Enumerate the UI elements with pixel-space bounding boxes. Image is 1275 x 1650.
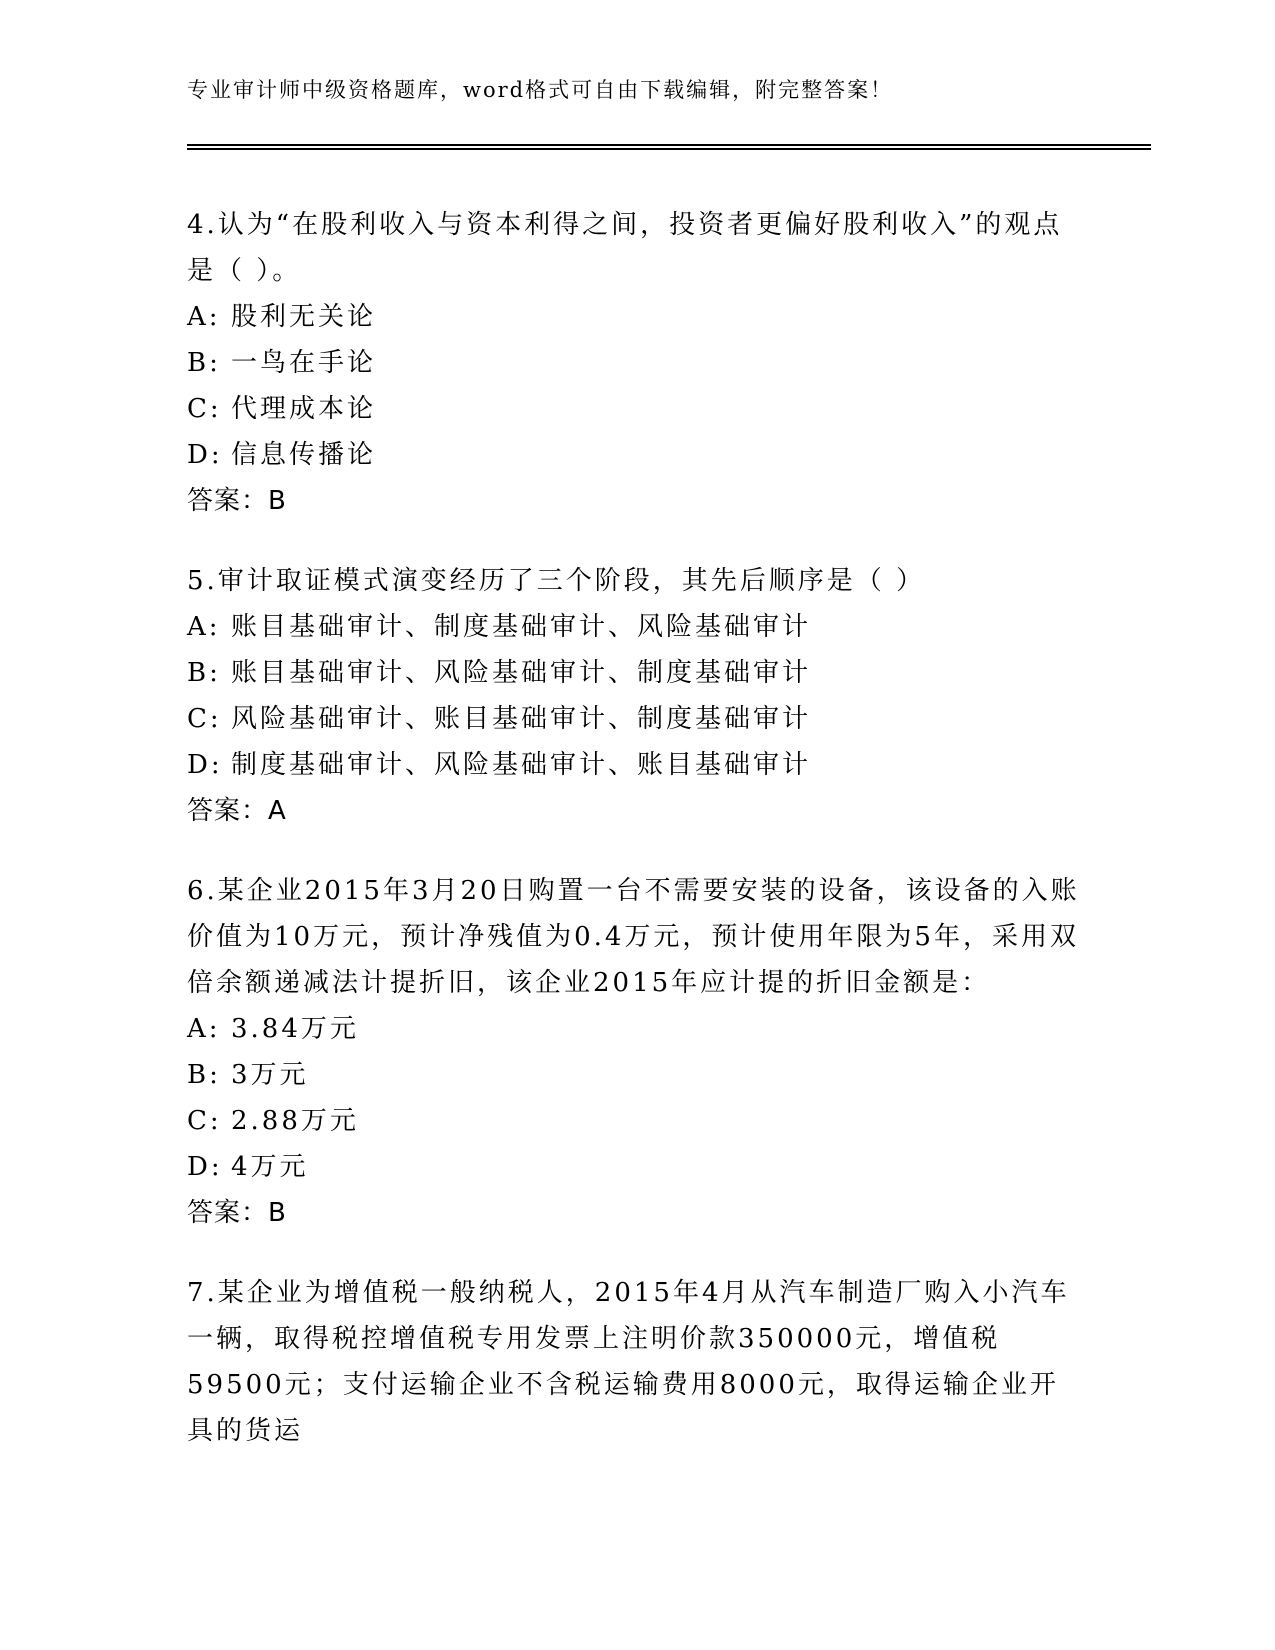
option-c xyxy=(187,696,1087,742)
question-4 xyxy=(187,202,1087,524)
option-text: 信息传播论 xyxy=(231,440,377,470)
page-header: 专业审计师中级资格题库，word格式可自由下载编辑，附完整答案！ xyxy=(187,78,894,102)
option-c xyxy=(187,386,1087,432)
answer-label: 答案：B xyxy=(187,486,287,516)
option-letter: D: xyxy=(187,750,223,780)
question-stem: 5.审计取证模式演变经历了三个阶段，其先后顺序是（ ） xyxy=(187,566,926,596)
option-text: 代理成本论 xyxy=(231,394,377,424)
option-b xyxy=(187,340,1087,386)
option-d xyxy=(187,742,1087,788)
option-letter: B: xyxy=(187,1060,221,1090)
question-list xyxy=(187,202,1087,1488)
option-text: 账目基础审计、制度基础审计、风险基础审计 xyxy=(231,612,812,642)
option-text: 4万元 xyxy=(231,1152,309,1182)
option-text: 风险基础审计、账目基础审计、制度基础审计 xyxy=(231,704,812,734)
option-letter: A: xyxy=(187,612,221,642)
option-text: 制度基础审计、风险基础审计、账目基础审计 xyxy=(231,750,812,780)
option-letter: C: xyxy=(187,704,222,734)
option-text: 3万元 xyxy=(231,1060,309,1090)
answer-label: 答案：A xyxy=(187,796,287,826)
question-stem: 7.某企业为增值税一般纳税人，2015年4月从汽车制造厂购入小汽车一辆，取得税控增值税专用发票上注明价款350000元，增值税59500元；支付运输企业不含税运输费用8000元，取得运输企业开具的货运 xyxy=(187,1278,1070,1446)
option-text: 股利无关论 xyxy=(231,302,377,332)
option-letter: A: xyxy=(187,1014,221,1044)
option-letter: D: xyxy=(187,440,223,470)
option-b xyxy=(187,1052,1087,1098)
option-letter: B: xyxy=(187,348,221,378)
option-text: 3.84万元 xyxy=(231,1014,359,1044)
option-letter: D: xyxy=(187,1152,223,1182)
option-letter: C: xyxy=(187,1106,222,1136)
question-6 xyxy=(187,868,1087,1236)
option-a xyxy=(187,604,1087,650)
answer-label: 答案：B xyxy=(187,1198,287,1228)
question-7 xyxy=(187,1270,1087,1454)
option-text: 一鸟在手论 xyxy=(231,348,377,378)
option-a xyxy=(187,294,1087,340)
question-stem: 4.认为“在股利收入与资本利得之间，投资者更偏好股利收入”的观点是（ ）。 xyxy=(187,210,1063,286)
question-stem: 6.某企业2015年3月20日购置一台不需要安装的设备，该设备的入账价值为10万元，预计净残值为0.4万元，预计使用年限为5年，采用双倍余额递减法计提折旧，该企业2015年应计提的折旧金额是： xyxy=(187,876,1080,998)
option-a xyxy=(187,1006,1087,1052)
option-d xyxy=(187,1144,1087,1190)
option-c xyxy=(187,1098,1087,1144)
option-d xyxy=(187,432,1087,478)
question-5 xyxy=(187,558,1087,834)
option-letter: C: xyxy=(187,394,222,424)
option-text: 账目基础审计、风险基础审计、制度基础审计 xyxy=(231,658,812,688)
option-letter: B: xyxy=(187,658,221,688)
option-b xyxy=(187,650,1087,696)
option-letter: A: xyxy=(187,302,221,332)
header-divider xyxy=(187,144,1151,150)
option-text: 2.88万元 xyxy=(231,1106,359,1136)
